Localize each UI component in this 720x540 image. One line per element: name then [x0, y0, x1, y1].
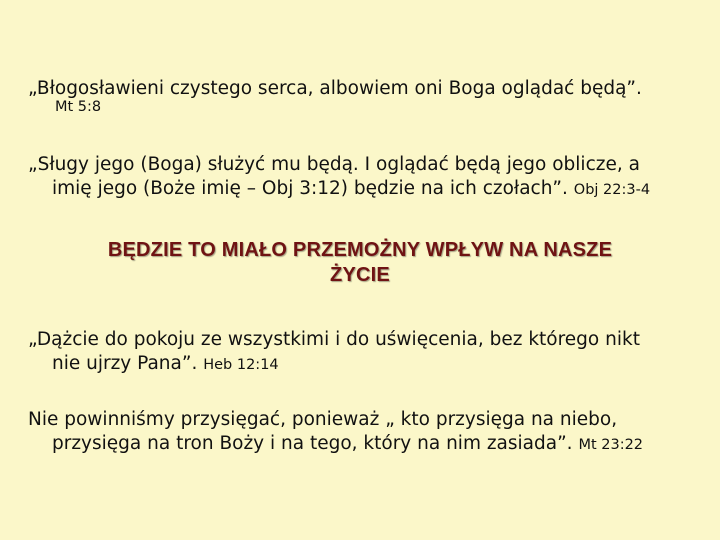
verse-1-text: „Błogosławieni czystego serca, albowiem oni Boga oglądać będą”. [28, 78, 642, 99]
verse-2-line-2-wrap [28, 177, 698, 202]
verse-2-line-1: „Sługy jego (Boga) służyć mu będą. I oglądać będą jego oblicze, a [28, 154, 640, 175]
heading-line-1: BĘDZIE TO MIAŁO PRZEMOŻNY WPŁYW NA NASZE [107, 239, 613, 261]
verse-2 [28, 153, 698, 202]
verse-4-line-2: przysięga na tron Boży i na tego, który na nim zasiada”. [52, 433, 579, 454]
verse-3-reference: Heb 12:14 [203, 357, 279, 373]
verse-4-line-2-wrap [28, 432, 698, 457]
verse-1-reference: Mt 5:8 [55, 99, 102, 115]
verse-2-reference: Obj 22:3-4 [573, 182, 651, 198]
verse-3-line-1: „Dążcie do pokoju ze wszystkimi i do uświęcenia, bez którego nikt [28, 329, 640, 350]
verse-2-line-2: imię jego (Boże imię – Obj 3:12) będzie na ich czołach”. [52, 178, 574, 199]
verse-1 [28, 77, 698, 101]
heading-line-2: ŻYCIE [330, 264, 390, 286]
verse-3-line-2: nie ujrzy Pana”. [52, 353, 204, 374]
verse-3-line-2-wrap [28, 352, 698, 377]
verse-3 [28, 328, 698, 377]
verse-4-reference: Mt 23:22 [578, 437, 644, 453]
verse-4-line-1: Nie powinniśmy przysięgać, ponieważ „ kto przysięga na niebo, [28, 409, 618, 430]
section-heading [40, 238, 680, 288]
verse-4 [28, 408, 698, 457]
